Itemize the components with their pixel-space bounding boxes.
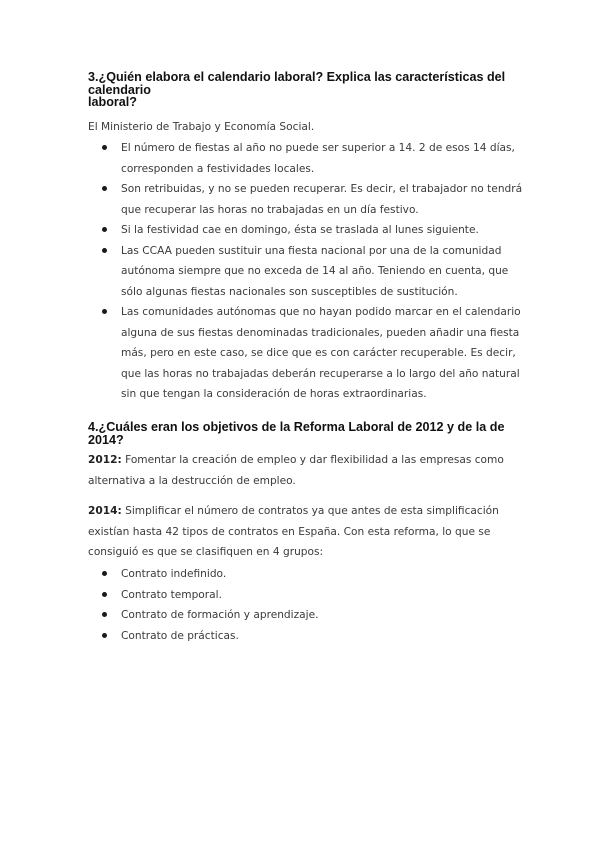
list-item-text: Contrato indefinido. <box>121 568 227 580</box>
reform-2012-paragraph <box>88 450 528 491</box>
bullet-icon <box>102 592 107 597</box>
list-item-text: Las CCAA pueden sustituir una fiesta nacional por una de la comunidad autónoma siempre que no exceda de 14 al año. Teniendo en cuenta, que sólo algunas fiestas nacionales son susceptibles de sustitución. <box>121 244 509 298</box>
question-3-intro: El Ministerio de Trabajo y Economía Social. <box>88 121 315 133</box>
list-item <box>102 585 530 606</box>
bullet-icon <box>102 571 107 576</box>
question-3-title-line: calendario <box>88 82 151 97</box>
list-item <box>102 605 530 626</box>
list-item <box>102 626 530 647</box>
list-item <box>102 220 530 241</box>
reform-2014-paragraph <box>88 501 528 563</box>
list-item-text: Si la festividad cae en domingo, ésta se traslada al lunes siguiente. <box>121 224 479 236</box>
contract-types-list <box>102 564 530 646</box>
reform-2014-text: Simplificar el número de contratos ya que antes de esta simplificación existían hasta 42 tipos de contratos en España. Con esta reforma, lo que se consiguió es que se clasifiquen en 4 grupos: <box>88 505 499 558</box>
question-4-title: 4.¿Cuáles eran los objetivos de la Reforma Laboral de 2012 y de la de 2014? <box>88 420 505 447</box>
list-item <box>102 564 530 585</box>
reform-2012-label: 2012: <box>88 454 122 466</box>
list-item-text: Contrato temporal. <box>121 588 222 601</box>
list-item <box>102 302 530 405</box>
list-item-text: El número de fiestas al año no puede ser superior a 14. 2 de esos 14 días, corresponden a festividades locales. <box>121 142 515 175</box>
reform-2014-label: 2014: <box>88 505 122 517</box>
question-3-bullet-list <box>102 138 530 405</box>
question-3-title <box>88 71 528 109</box>
bullet-icon <box>102 227 107 232</box>
bullet-icon <box>102 186 107 191</box>
list-item-text: Contrato de formación y aprendizaje. <box>121 609 319 621</box>
reform-2012-text: Fomentar la creación de empleo y dar flexibilidad a las empresas como alternativa a la destrucción de empleo. <box>88 454 504 487</box>
list-item <box>102 241 530 303</box>
list-item-text: Las comunidades autónomas que no hayan podido marcar en el calendario alguna de sus fiestas denominadas tradicionales, pueden añadir una fiesta más, pero en este caso, se dice que es con carácter recuperable. Es decir, que las horas no trabajadas deberán recuperarse a lo largo del año natural sin que tengan la consideración de horas extraordinarias. <box>121 306 521 400</box>
question-3-title-line: laboral? <box>88 95 137 109</box>
list-item-text: Contrato de prácticas. <box>121 629 239 642</box>
list-item <box>102 138 530 179</box>
question-3-title-line: 3.¿Quién elabora el calendario laboral? Explica las características del <box>88 70 506 84</box>
bullet-icon <box>102 248 107 253</box>
bullet-icon <box>102 612 107 617</box>
bullet-icon <box>102 633 107 638</box>
list-item-text: Son retribuidas, y no se pueden recuperar. Es decir, el trabajador no tendrá que recuperar las horas no trabajadas en un día festivo. <box>121 183 523 216</box>
list-item <box>102 179 530 220</box>
bullet-icon <box>102 309 107 314</box>
bullet-icon <box>102 145 107 150</box>
